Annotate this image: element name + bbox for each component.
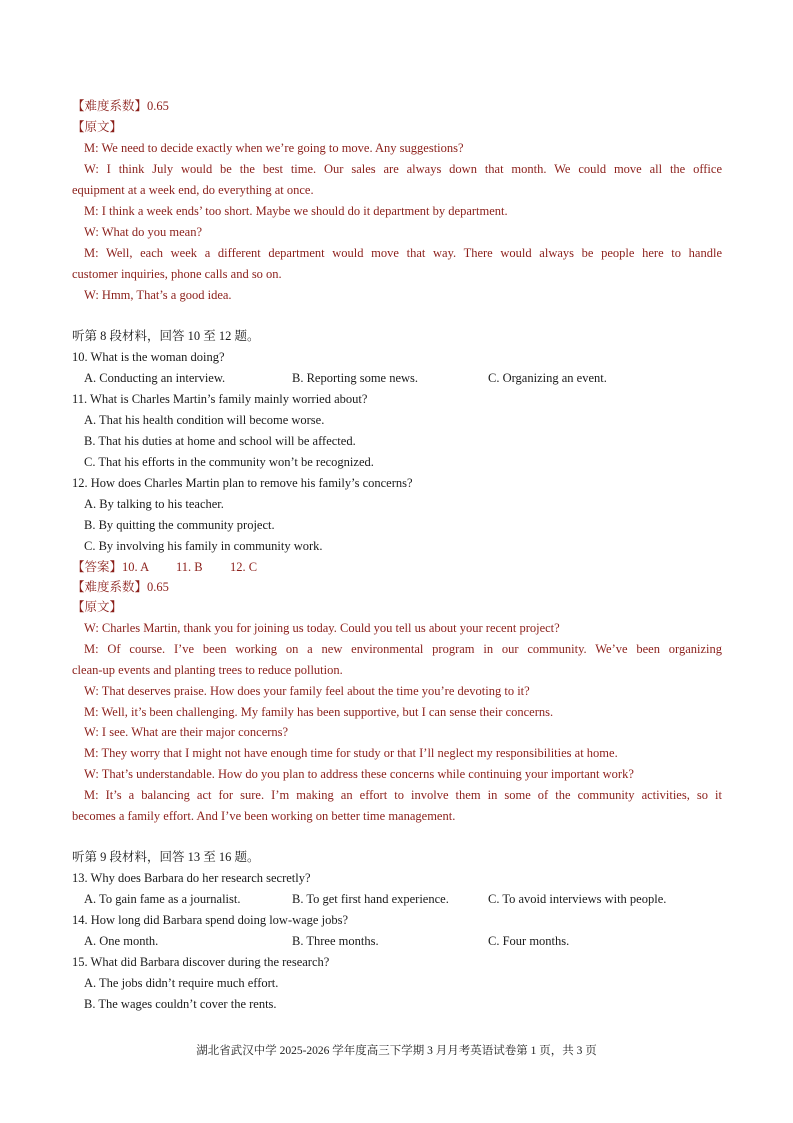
dialogue-line: clean-up events and planting trees to reduce pollution.	[72, 663, 343, 677]
option-b: B. To get first hand experience.	[292, 892, 449, 906]
section-heading: 听第 9 段材料，回答 13 至 16 题。	[72, 850, 260, 864]
option-b: B. That his duties at home and school will be affected.	[84, 434, 356, 448]
option-c: C. Four months.	[488, 934, 570, 948]
dialogue-line: W: That’s understandable. How do you plan to address these concerns while continuing your important work?	[84, 767, 634, 781]
dialogue-line: M: We need to decide exactly when we’re going to move. Any suggestions?	[84, 141, 464, 155]
question-stem: 10. What is the woman doing?	[72, 350, 225, 364]
difficulty-label: 【难度系数】0.65	[72, 580, 169, 594]
option-a: A. By talking to his teacher.	[84, 497, 224, 511]
dialogue-line: W: That deserves praise. How does your family feel about the time you’re devoting to it?	[84, 684, 530, 698]
dialogue-line: customer inquiries, phone calls and so on.	[72, 267, 282, 281]
option-b: B. By quitting the community project.	[84, 518, 275, 532]
options-row	[84, 933, 722, 950]
answer-12: 12. C	[230, 560, 258, 574]
page-footer: 湖北省武汉中学 2025-2026 学年度高三下学期 3 月月考英语试卷第 1 页，共 3 页	[196, 1045, 597, 1057]
option-c: C. That his efforts in the community won’t be recognized.	[84, 455, 374, 469]
option-b: B. Reporting some news.	[292, 371, 419, 385]
question-stem: 13. Why does Barbara do her research secretly?	[72, 871, 311, 885]
answer-11: 11. B	[176, 560, 203, 574]
difficulty-label: 【难度系数】0.65	[72, 99, 169, 113]
question-stem: 11. What is Charles Martin’s family mainly worried about?	[72, 392, 368, 406]
option-a: A. Conducting an interview.	[84, 371, 226, 385]
section-heading: 听第 8 段材料，回答 10 至 12 题。	[72, 329, 260, 343]
option-c: C. By involving his family in community work.	[84, 539, 323, 553]
question-stem: 15. What did Barbara discover during the research?	[72, 955, 330, 969]
dialogue-line: equipment at a week end, do everything at once.	[72, 183, 314, 197]
option-a: A. The jobs didn’t require much effort.	[84, 976, 279, 990]
dialogue-line: W: Charles Martin, thank you for joining us today. Could you tell us about your recent project?	[84, 621, 560, 635]
dialogue-line: M: They worry that I might not have enough time for study or that I’ll neglect my responsibilities at home.	[84, 746, 618, 760]
dialogue-line: W: I think July would be the best time. Our sales are always down that month. We could move all the office	[84, 162, 722, 176]
option-a: A. One month.	[84, 934, 159, 948]
answer-label: 【答案】	[72, 560, 123, 574]
option-c: C. Organizing an event.	[488, 371, 607, 385]
dialogue-line: M: I think a week ends’ too short. Maybe we should do it department by department.	[84, 204, 508, 218]
dialogue-line: W: I see. What are their major concerns?	[84, 725, 289, 739]
answer-line	[72, 559, 722, 576]
dialogue-line: W: Hmm, That’s a good idea.	[84, 288, 232, 302]
option-c: C. To avoid interviews with people.	[488, 892, 667, 906]
answer-10: 10. A	[122, 560, 150, 574]
options-row	[84, 370, 722, 387]
dialogue-line: M: Of course. I’ve been working on a new environmental program in our community. We’ve been organizing	[84, 642, 722, 656]
option-b: B. Three months.	[292, 934, 379, 948]
option-a: A. To gain fame as a journalist.	[84, 892, 241, 906]
original-text-label: 【原文】	[72, 120, 123, 134]
options-row	[84, 891, 722, 908]
question-stem: 14. How long did Barbara spend doing low-wage jobs?	[72, 913, 348, 927]
original-text-label: 【原文】	[72, 600, 123, 614]
dialogue-line: becomes a family effort. And I’ve been working on better time management.	[72, 809, 456, 823]
dialogue-line: M: Well, each week a different department would move that way. There would always be people here to handle	[84, 246, 722, 260]
dialogue-line: W: What do you mean?	[84, 225, 203, 239]
dialogue-line: M: Well, it’s been challenging. My family has been supportive, but I can sense their concerns.	[84, 705, 554, 719]
question-stem: 12. How does Charles Martin plan to remove his family’s concerns?	[72, 476, 413, 490]
option-b: B. The wages couldn’t cover the rents.	[84, 997, 277, 1011]
option-a: A. That his health condition will become worse.	[84, 413, 325, 427]
dialogue-line: M: It’s a balancing act for sure. I’m making an effort to involve them in some of the community activities, so it	[84, 788, 722, 802]
